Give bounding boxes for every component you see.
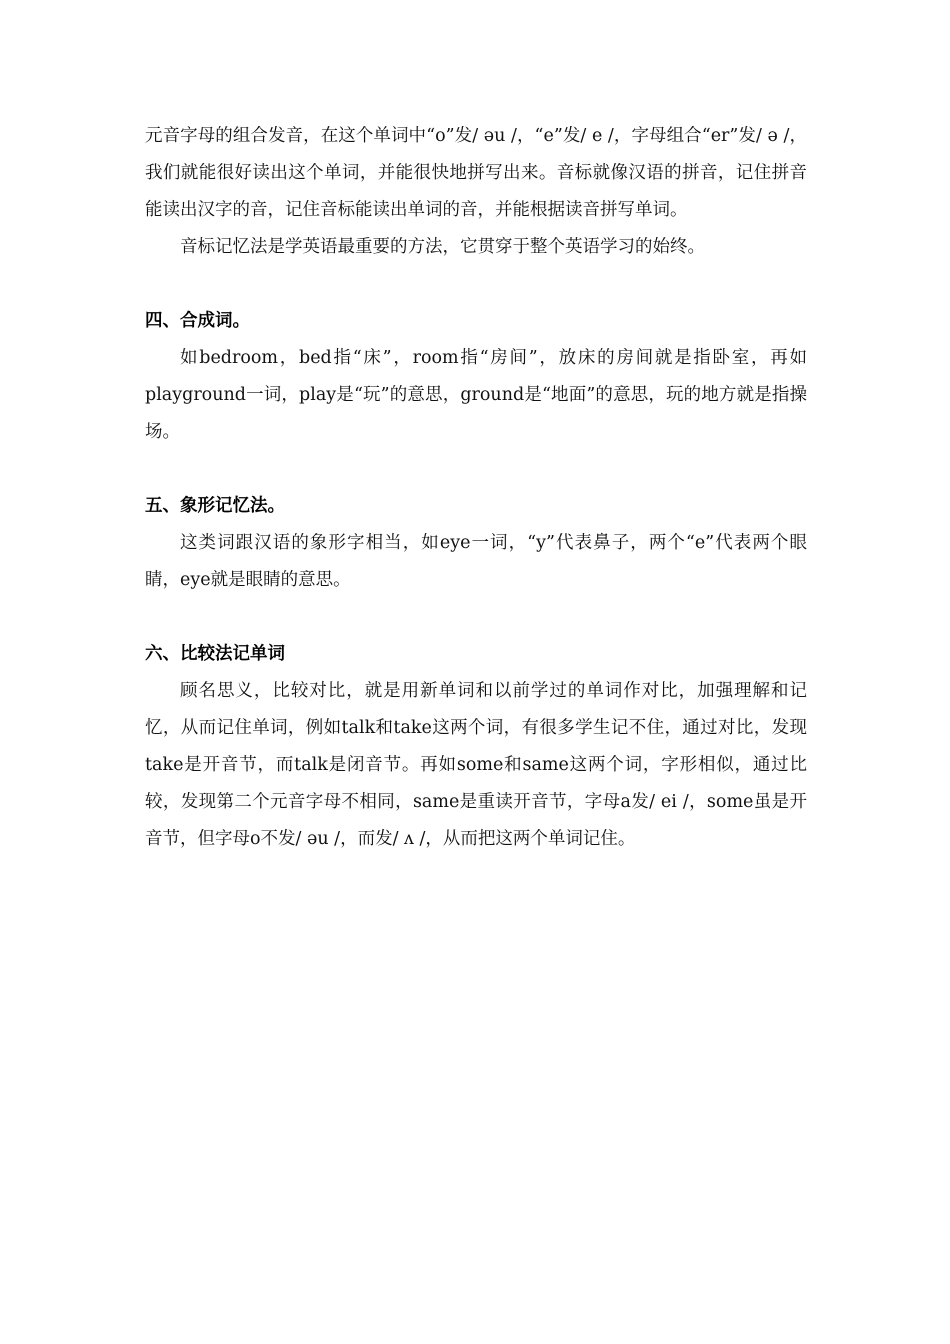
section-paragraph: 顾名思义，比较对比，就是用新单词和以前学过的单词作对比，加强理解和记忆，从而记住单词，例如talk和take这两个词，有很多学生记不住，通过对比，发现take是开音节，而talk是闭音节。再如some和same这两个词，字形相似，通过比较，发现第二个元音字母不相同，same是重读开音节，字母a发/ ei /，some虽是开音节，但字母o不发/ əu /，而发/ ʌ /，从而把这两个单词记住。 [145,681,807,849]
intro-paragraph-continued: 元音字母的组合发音，在这个单词中“o”发/ əu /，“e”发/ e /，字母组合“er”发/ ə /，我们就能很好读出这个单词，并能很快地拼写出来。音标就像汉语的拼音，记住拼音能读出汉字的音，记住音标能读出单词的音，并能根据读音拼写单词。 [145,126,807,220]
intro-paragraph-summary: 音标记忆法是学英语最重要的方法，它贯穿于整个英语学习的始终。 [180,237,705,257]
section-paragraph: 如bedroom，bed指“床”，room指“房间”，放床的房间就是指卧室，再如playground一词，play是“玩”的意思，ground是“地面”的意思，玩的地方就是指操场。 [145,348,807,442]
document-body [145,118,807,858]
section-heading: 四、合成词。 [145,311,250,331]
section-comparison-method [145,636,807,858]
section-compound-words [145,303,807,451]
section-heading: 六、比较法记单词 [145,644,285,664]
section-pictographic-memory [145,488,807,599]
section-paragraph: 这类词跟汉语的象形字相当，如eye一词，“y”代表鼻子，两个“e”代表两个眼睛，eye就是眼睛的意思。 [145,533,807,590]
section-heading: 五、象形记忆法。 [145,496,285,516]
